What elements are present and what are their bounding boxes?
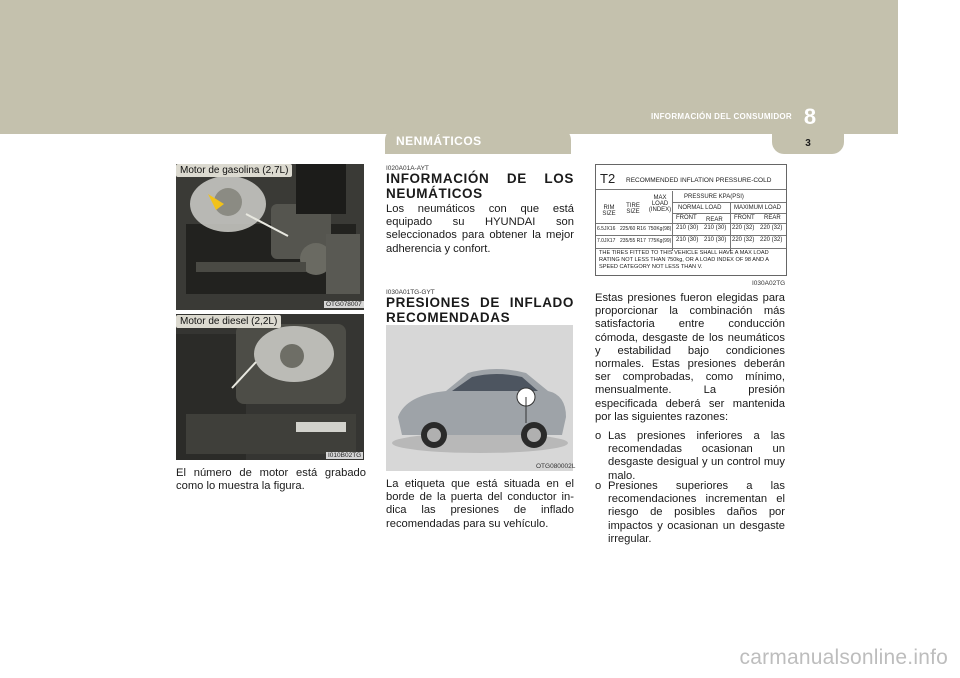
- list-item: [595, 430, 785, 486]
- bullet-text: Las presiones inferiores a las recomendadas ocasionan un desgaste desigual y un control muy malo.: [608, 430, 785, 482]
- pressure-explanation-text: Estas presiones fueron elegidas para proporcionar la combinación más satisfactoria entre conducción cómoda, desgaste de los neumáticos y estabilidad bajo condiciones normales. Estas presiones deberán ser comprobadas, como mínimo, mensualmente. La presión especificada deberá ser mantenida por las siguientes razones:: [595, 292, 785, 423]
- tire-info-heading: INFORMACIÓN DE LOS NEUMÁTICOS: [386, 171, 574, 201]
- label-rim-size: RIM SIZE: [602, 205, 616, 217]
- label-normal-rear: REAR: [706, 217, 723, 223]
- bullet-mark: o: [595, 430, 602, 442]
- label-row1-normal-front: 210 (30): [676, 225, 699, 231]
- label-row2-normal-front: 210 (30): [676, 237, 699, 243]
- label-tire-size: TIRE SIZE: [626, 203, 640, 215]
- label-row2-max-front: 220 (32): [732, 237, 755, 243]
- gasoline-photo-code: OTG078007: [326, 301, 362, 308]
- label-normal-front: FRONT: [676, 215, 697, 221]
- gasoline-engine-photo: [176, 164, 364, 310]
- bullet-mark: o: [595, 480, 602, 492]
- list-item: [595, 480, 785, 544]
- label-row1-load: 750Kg(98): [648, 226, 672, 232]
- car-photo: [386, 325, 576, 471]
- label-row2-tire: 235/55 R17: [620, 238, 646, 244]
- section-code-2: I030A01TG-GYT: [386, 289, 435, 296]
- label-row1-tire: 225/60 R16: [620, 226, 646, 232]
- label-code: I030A02TG: [752, 280, 786, 287]
- label-row2-load: 775Kg(99): [648, 238, 672, 244]
- label-model: T2: [600, 171, 616, 186]
- diesel-engine-caption: Motor de diesel (2,2L): [176, 315, 281, 328]
- label-normal-load: NORMAL LOAD: [678, 205, 722, 211]
- label-row1-max-rear: 220 (32): [760, 225, 783, 231]
- engine-illustration: [176, 164, 364, 310]
- watermark-logo: carmanualsonline.info: [739, 646, 948, 669]
- chapter-title: INFORMACIÓN DEL CONSUMIDOR: [651, 112, 792, 121]
- label-max-load: MAX LOAD (INDEX): [648, 195, 672, 213]
- inflation-pressure-heading: PRESIONES DE INFLADO RECOMENDADAS: [386, 295, 574, 325]
- car-photo-code: OTG080002L: [536, 463, 576, 470]
- diesel-photo-code: I010B02TG: [328, 452, 362, 459]
- label-note: THE TIRES FITTED TO THIS VEHICLE SHALL HAVE A MAX LOAD RATING NOT LESS THAN 750kg, OR A LOAD INDEX OF 98 AND A SPEED CATEGORY NOT LESS THAN V.: [599, 250, 769, 270]
- label-row2-rim: 7.0JX17: [597, 238, 616, 244]
- label-pressure-header: PRESSURE KPA(PSI): [684, 194, 744, 200]
- page-number: 3: [805, 138, 811, 149]
- label-row1-normal-rear: 210 (30): [704, 225, 727, 231]
- label-row1-rim: 6.5JX16: [597, 226, 616, 232]
- label-row1-max-front: 220 (32): [732, 225, 755, 231]
- label-location-text: La etiqueta que está situada en el borde de la puerta del conductor in-dica las presiones de inflado recomendadas para su vehículo.: [386, 478, 574, 530]
- section-title: NENMÁTICOS: [396, 134, 482, 148]
- label-maximum-load: MAXIMUM LOAD: [734, 205, 782, 211]
- bullet-text: Presiones superiores a las recomendaciones incrementan el riesgo de posibles daños por impactos y ocasionan un desgaste irregular.: [608, 480, 785, 545]
- engine-number-text: El número de motor está grabado como lo muestra la figura.: [176, 467, 366, 493]
- gasoline-engine-caption: Motor de gasolina (2,7L): [176, 164, 292, 177]
- tire-pressure-label: [595, 164, 787, 276]
- engine-illustration: [176, 314, 364, 460]
- label-row2-normal-rear: 210 (30): [704, 237, 727, 243]
- car-illustration: [386, 325, 576, 471]
- diesel-engine-photo: [176, 314, 364, 460]
- label-max-rear: REAR: [764, 215, 781, 221]
- tire-info-text: Los neumáticos con que está equipado su HYUNDAI son seleccionados para obtener la mejor adherencia y confort.: [386, 203, 574, 255]
- label-row2-max-rear: 220 (32): [760, 237, 783, 243]
- section-code-1: I020A01A-AYT: [386, 165, 429, 172]
- label-title: RECOMMENDED INFLATION PRESSURE-COLD: [626, 177, 772, 184]
- chapter-number: 8: [803, 104, 817, 129]
- label-max-front: FRONT: [734, 215, 755, 221]
